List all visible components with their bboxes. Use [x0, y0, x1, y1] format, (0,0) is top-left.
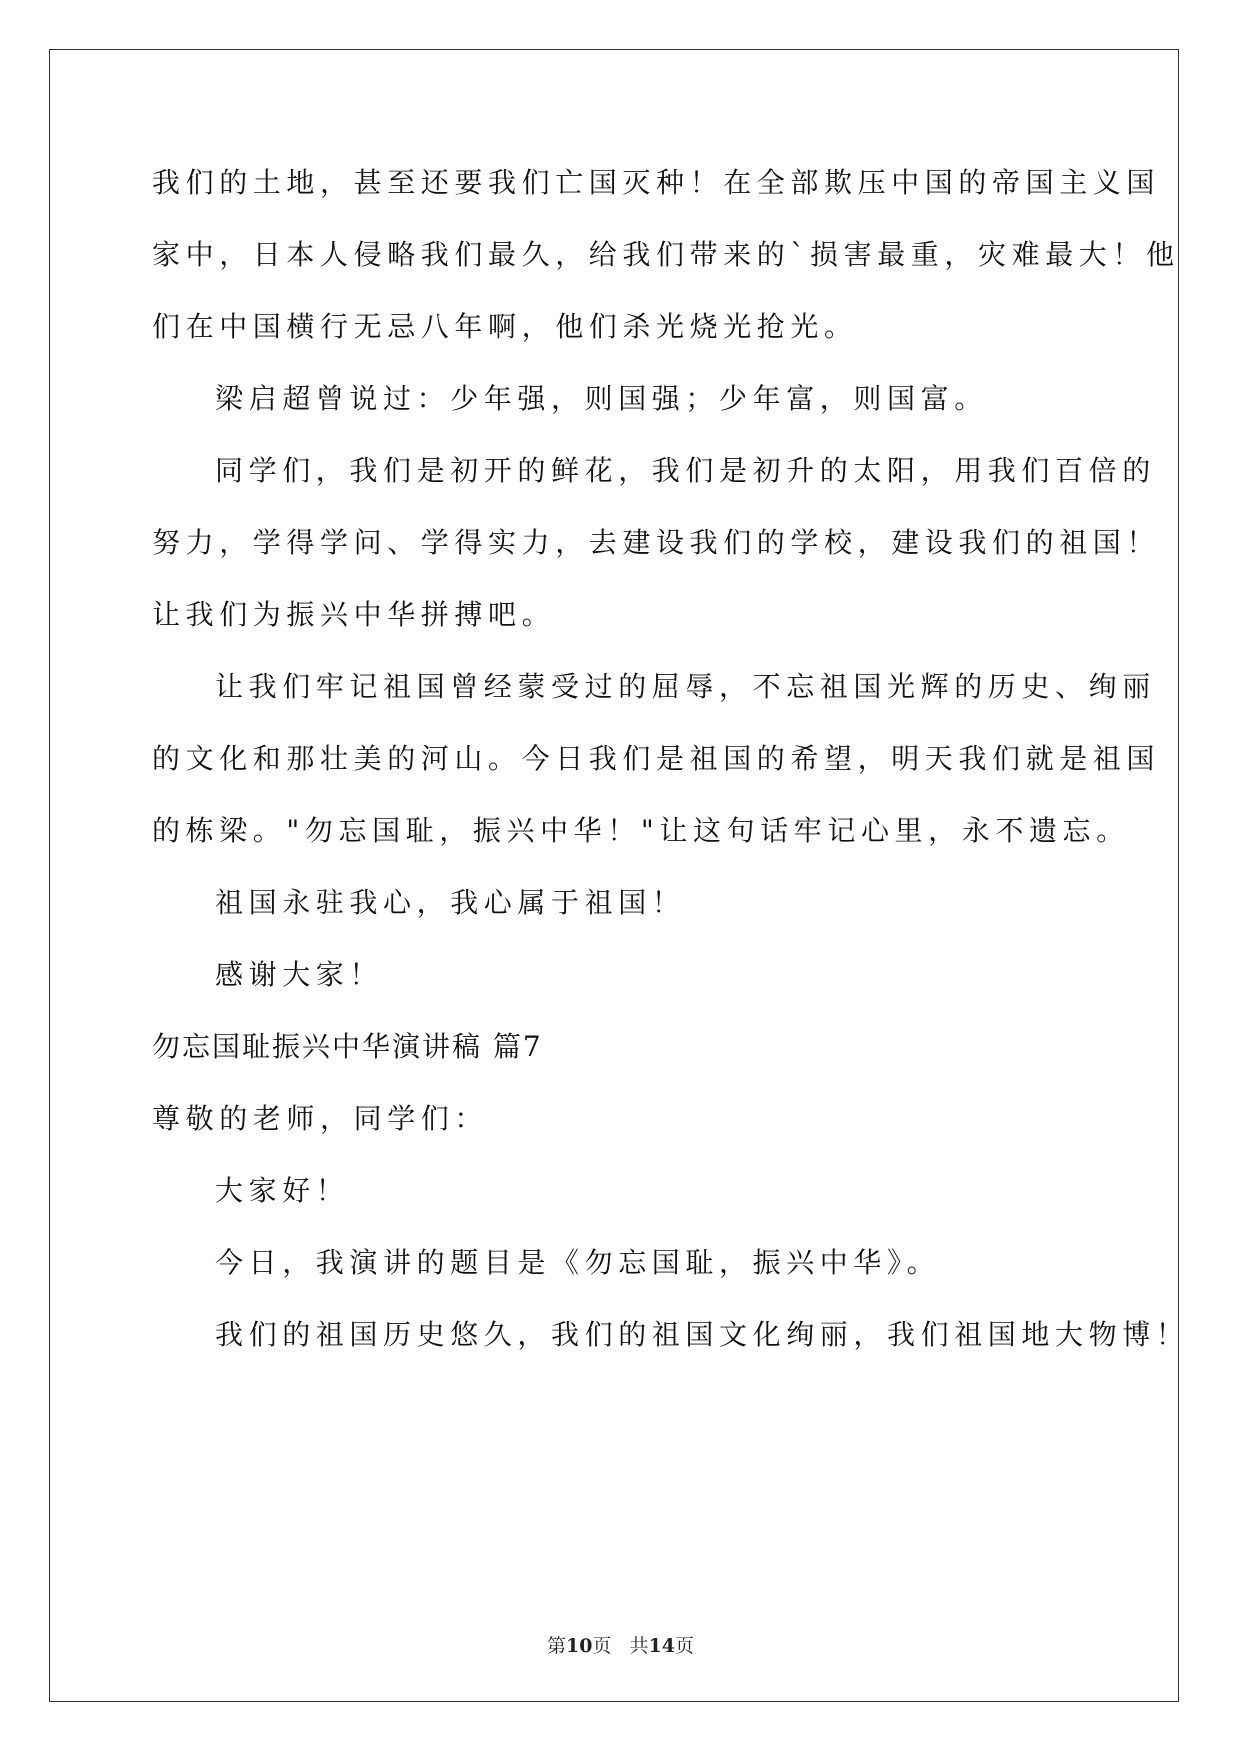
section-heading: 勿忘国耻振兴中华演讲稿 篇7	[152, 1030, 543, 1063]
footer-prefix: 第	[547, 1635, 567, 1657]
current-page-number: 10	[566, 1635, 593, 1657]
paragraph-line: 的文化和那壮美的河山。今日我们是祖国的希望，明天我们就是祖国	[152, 742, 1161, 775]
paragraph-line: 我们的祖国历史悠久，我们的祖国文化绚丽，我们祖国地大物博！	[215, 1318, 1190, 1351]
paragraph-line: 让我们为振兴中华拼搏吧。	[152, 598, 556, 631]
paragraph-line: 今日，我演讲的题目是《勿忘国耻，振兴中华》。	[215, 1246, 941, 1279]
page-footer	[0, 1634, 1241, 1658]
paragraph-line: 努力，学得学问、学得实力，去建设我们的学校，建设我们的祖国！	[152, 526, 1161, 559]
paragraph-line: 家中，日本人侵略我们最久，给我们带来的`损害最重，灾难最大！他	[152, 238, 1180, 271]
salutation: 尊敬的老师，同学们：	[152, 1102, 489, 1135]
page-border	[49, 49, 1179, 1702]
paragraph-line: 同学们，我们是初开的鲜花，我们是初升的太阳，用我们百倍的	[215, 454, 1156, 487]
paragraph-line: 我们的土地，甚至还要我们亡国灭种！在全部欺压中国的帝国主义国	[152, 166, 1161, 199]
paragraph-line: 们在中国横行无忌八年啊，他们杀光烧光抢光。	[152, 310, 858, 343]
paragraph-line: 梁启超曾说过：少年强，则国强；少年富，则国富。	[215, 382, 988, 415]
paragraph-line: 感谢大家！	[215, 958, 384, 991]
footer-page-unit: 页	[592, 1635, 612, 1657]
total-pages-number: 14	[648, 1635, 675, 1657]
paragraph-line: 大家好！	[215, 1174, 350, 1207]
paragraph-line: 祖国永驻我心，我心属于祖国！	[215, 886, 686, 919]
paragraph-line: 的栋梁。"勿忘国耻，振兴中华！"让这句话牢记心里，永不遗忘。	[152, 814, 1130, 847]
paragraph-line: 让我们牢记祖国曾经蒙受过的屈辱，不忘祖国光辉的历史、绚丽	[215, 670, 1156, 703]
footer-total-unit: 页	[674, 1635, 694, 1657]
footer-total-prefix: 共	[629, 1635, 649, 1657]
